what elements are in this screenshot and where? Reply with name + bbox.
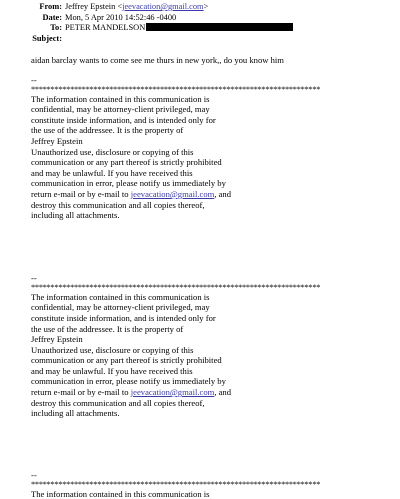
from-email-link[interactable]: jeevacation@gmail.com	[122, 2, 204, 11]
disclaimer-line: constitute inside information, and is intended only for	[31, 114, 216, 125]
disclaimer-line-partial: The information contained in this communication is	[31, 488, 210, 499]
disclaimer-text-after-link: , and	[214, 387, 232, 398]
to-name: PETER MANDELSON	[65, 23, 146, 32]
from-label: From:	[39, 2, 62, 11]
disclaimer-line: confidential, may be attorney-client privileged, may	[31, 302, 210, 313]
disclaimer-line: confidential, may be attorney-client privileged, may	[31, 104, 210, 115]
disclaimer-line: and may be unlawful. If you have received this	[31, 167, 193, 178]
date-value: Mon, 5 Apr 2010 14:52:46 -0400	[65, 12, 177, 22]
to-label: To:	[50, 23, 62, 32]
disclaimer-line: destroy this communication and all copies thereof,	[31, 397, 205, 408]
disclaimer-line-with-link	[31, 189, 391, 200]
disclaimer-line: The information contained in this communication is	[31, 93, 210, 104]
disclaimer-line-with-link	[31, 387, 391, 398]
disclaimer-line: including all attachments.	[31, 210, 120, 221]
to-row	[31, 23, 391, 34]
disclaimer-line: communication in error, please notify us immediately by	[31, 178, 226, 189]
signature-dash: --	[31, 74, 37, 85]
disclaimer-text: return e-mail or by e-mail to	[31, 387, 131, 398]
email-body	[31, 55, 391, 499]
signature-dash: --	[31, 469, 37, 480]
disclaimer-line: and may be unlawful. If you have received this	[31, 365, 193, 376]
date-label: Date:	[42, 12, 62, 22]
disclaimer-line: including all attachments.	[31, 408, 120, 419]
from-row	[31, 2, 391, 13]
disclaimer-email-link[interactable]: jeevacation@gmail.com	[130, 188, 215, 199]
disclaimer-line: the use of the addressee. It is the property of	[31, 323, 184, 334]
disclaimer-line: The information contained in this communication is	[31, 291, 210, 302]
subject-row	[31, 34, 391, 45]
disclaimer-line: Jeffrey Epstein	[31, 334, 83, 345]
disclaimer-line: communication in error, please notify us immediately by	[31, 376, 226, 387]
disclaimer-text: return e-mail or by e-mail to	[31, 188, 131, 199]
signature-block-2	[31, 274, 391, 419]
signature-stars: **************************************************************************	[31, 84, 321, 94]
email-header	[31, 2, 391, 44]
disclaimer-email-link[interactable]: jeevacation@gmail.com	[130, 387, 215, 398]
redaction-bar	[146, 23, 293, 31]
message-text: aidan barclay wants to come see me thurs in new york,, do you know him	[31, 55, 284, 65]
disclaimer-line: Unauthorized use, disclosure or copying of this	[31, 146, 194, 157]
signature-block-3	[31, 471, 391, 499]
from-name: Jeffrey Epstein <	[65, 2, 123, 11]
from-value	[65, 2, 208, 13]
from-close-bracket: >	[203, 2, 209, 11]
to-value	[65, 23, 293, 34]
signature-block-1	[31, 76, 391, 221]
disclaimer-line: the use of the addressee. It is the property of	[31, 125, 184, 136]
disclaimer-line: Jeffrey Epstein	[31, 135, 83, 146]
signature-stars: **************************************************************************	[31, 282, 321, 292]
subject-label: Subject:	[32, 33, 62, 43]
date-row	[31, 13, 391, 24]
disclaimer-line: constitute inside information, and is intended only for	[31, 312, 216, 323]
disclaimer-line: communication or any part thereof is strictly prohibited	[31, 355, 222, 366]
signature-stars: **************************************************************************	[31, 479, 321, 489]
disclaimer-line: Unauthorized use, disclosure or copying of this	[31, 344, 194, 355]
disclaimer-text-after-link: , and	[214, 188, 232, 199]
signature-dash: --	[31, 272, 37, 283]
disclaimer-line: destroy this communication and all copies thereof,	[31, 199, 205, 210]
disclaimer-line: communication or any part thereof is strictly prohibited	[31, 157, 222, 168]
